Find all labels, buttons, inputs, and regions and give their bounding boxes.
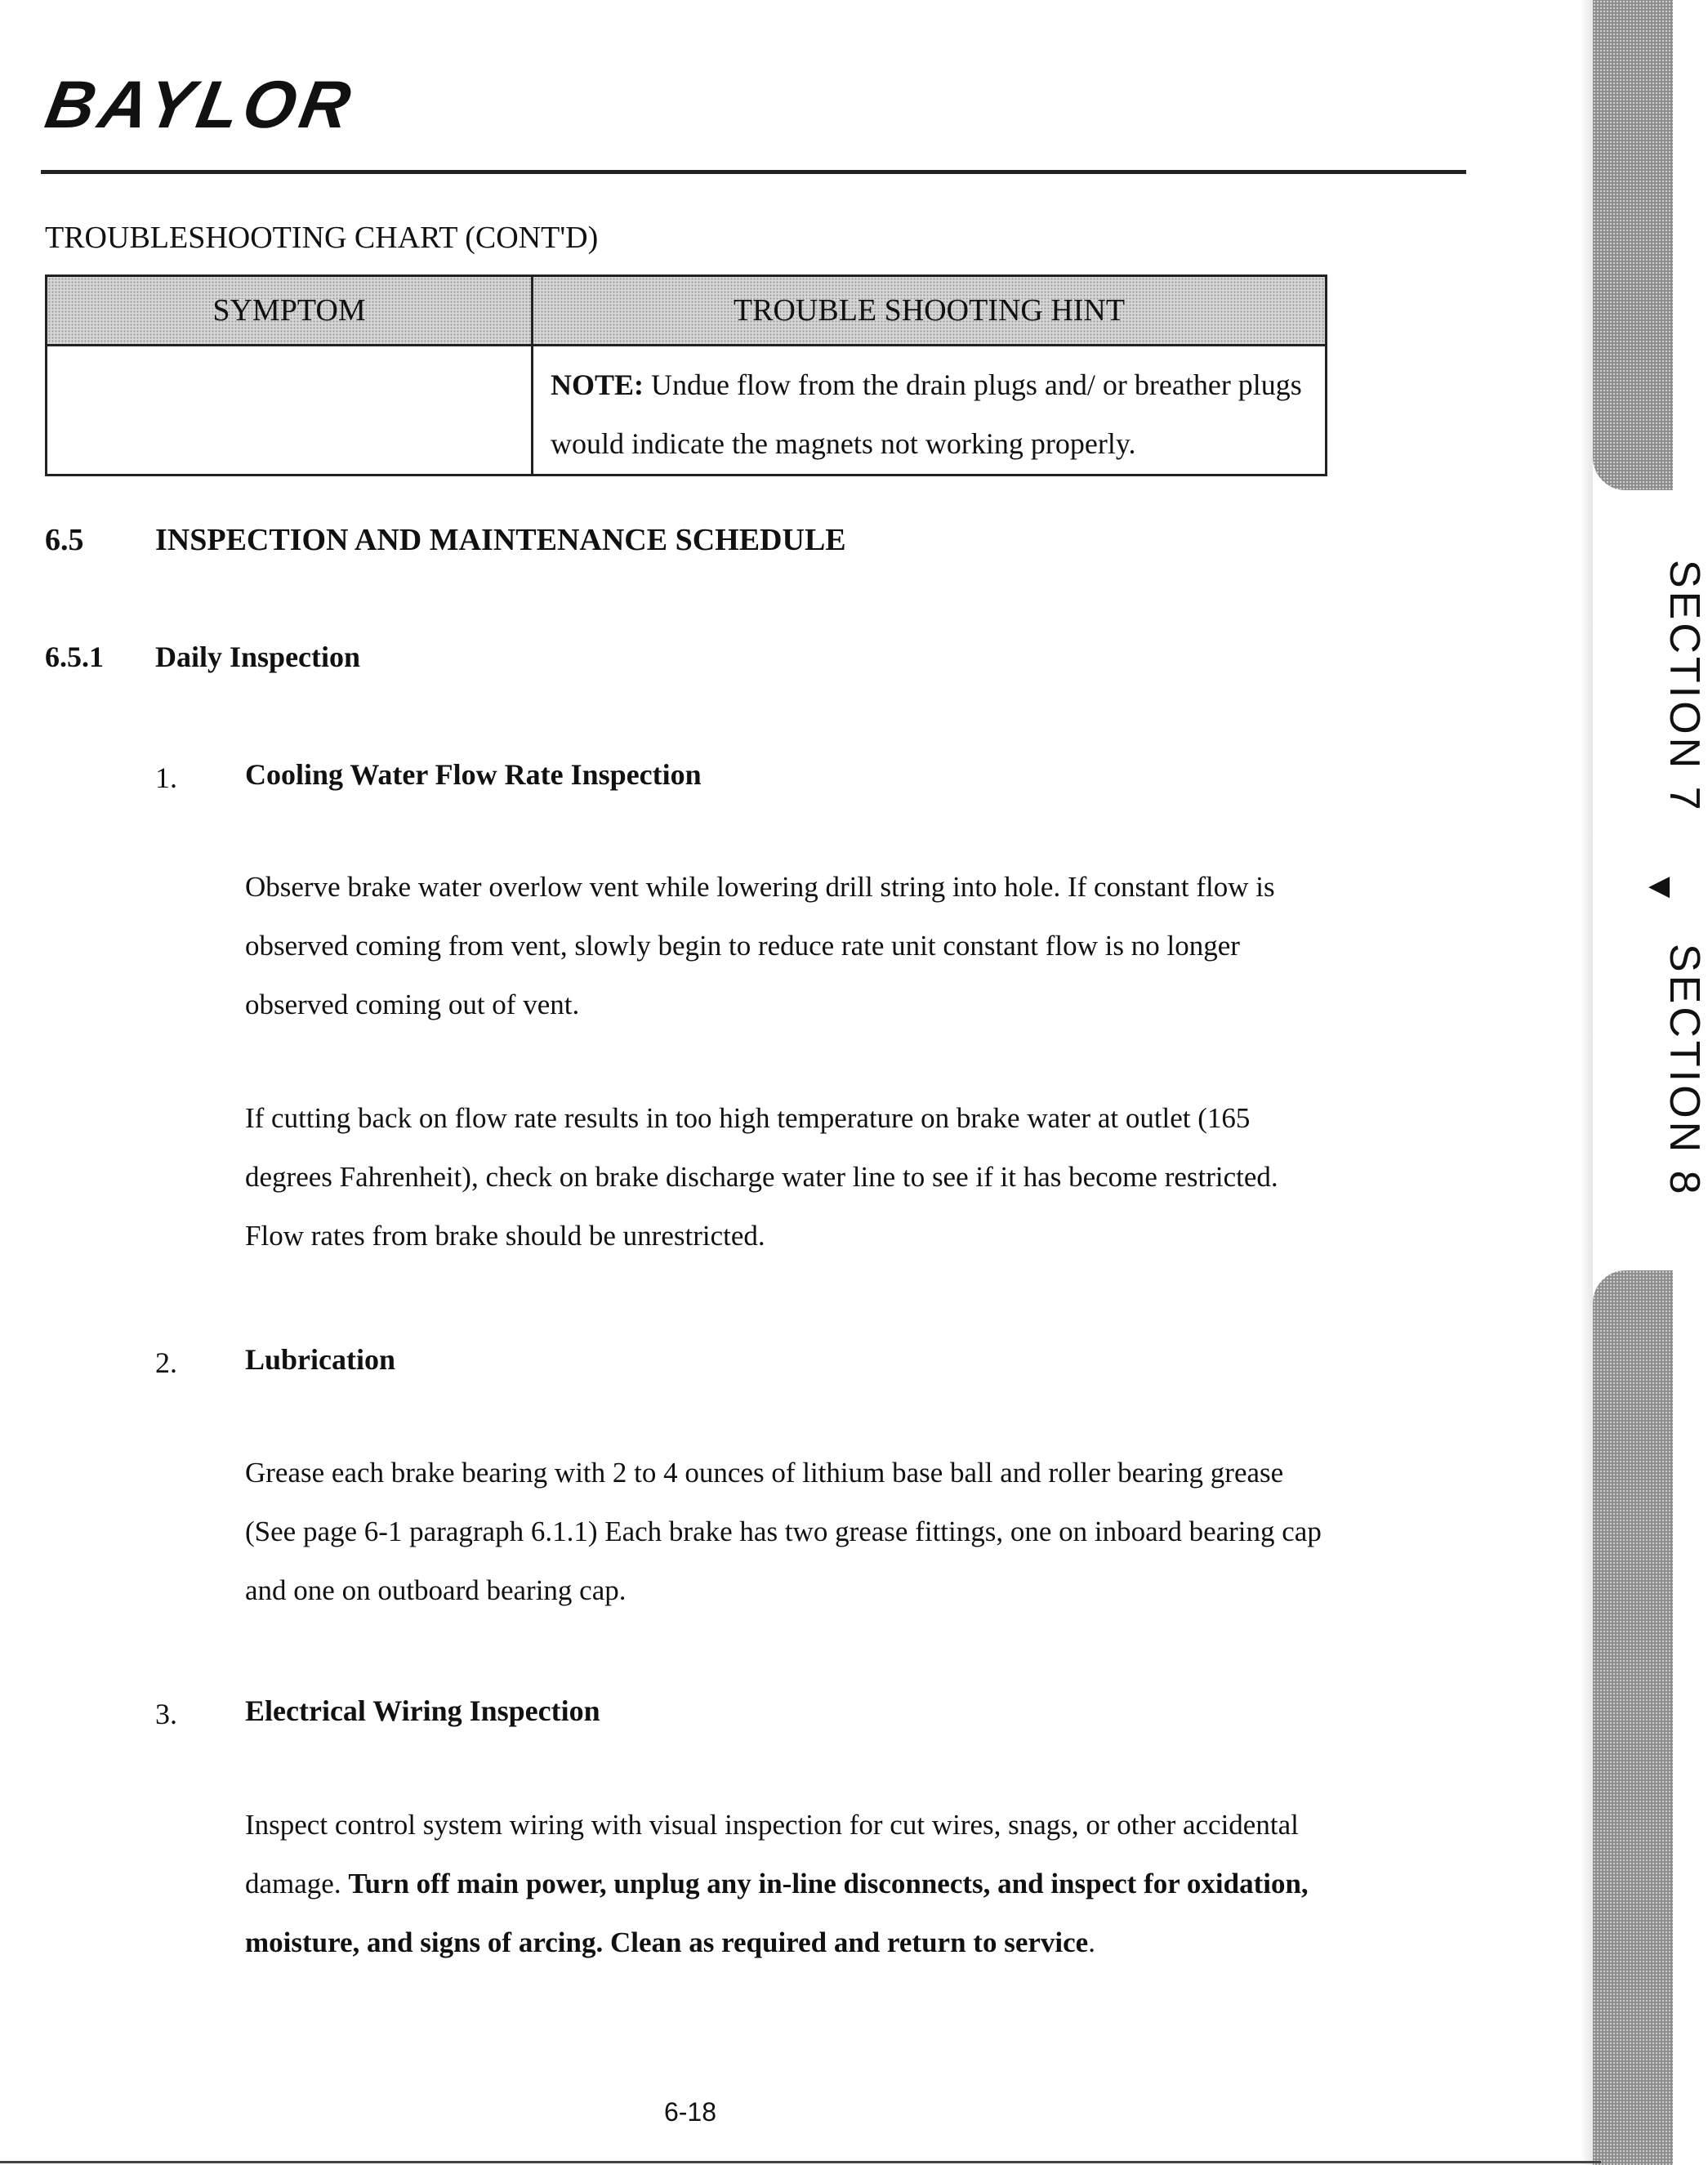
tab-arrow-icon: ◀ (1648, 871, 1670, 901)
paragraph-end: . (1088, 1926, 1095, 1958)
item-paragraph: Grease each brake bearing with 2 to 4 ounces of lithium base ball and roller bearing grease (See page 6-1 paragraph 6.1.1) Each brake has two grease fittings, one on inboard bearing cap and one on outboard bearing cap. (245, 1457, 1322, 1606)
note-body: Undue flow from the drain plugs and/ or breather plugs would indicate the magnets not working properly. (551, 368, 1302, 460)
section-number: 6.5 (45, 523, 84, 557)
tab-label-section-7: SECTION 7 (1661, 560, 1708, 814)
chart-title: TROUBLESHOOTING CHART (CONT'D) (45, 221, 599, 255)
baylor-logo: BAYLOR (40, 68, 361, 142)
symptom-cell (47, 346, 533, 475)
note-label: NOTE: (551, 368, 644, 401)
item-paragraph (245, 1796, 1340, 1972)
item-number: 2. (155, 1346, 177, 1379)
subsection-title: Daily Inspection (155, 641, 361, 673)
item-title: Lubrication (245, 1343, 396, 1376)
item-title: Electrical Wiring Inspection (245, 1694, 600, 1727)
note-text (534, 347, 1324, 473)
page-edge (1581, 0, 1593, 2165)
paragraph-plain: Inspect control system wiring with visual inspection for cut wires, snags, or other accidental damage. (245, 1809, 1299, 1899)
table-header-row (47, 276, 1327, 346)
table-row (47, 346, 1327, 475)
item-title: Cooling Water Flow Rate Inspection (245, 758, 702, 791)
subsection-number: 6.5.1 (45, 641, 104, 673)
symptom-header: SYMPTOM (47, 276, 533, 346)
section-title: INSPECTION AND MAINTENANCE SCHEDULE (155, 523, 846, 557)
section-tab-bottom (1593, 1270, 1673, 2165)
header-rule (41, 170, 1466, 174)
troubleshooting-table (45, 275, 1327, 476)
item-paragraph: Observe brake water overlow vent while lowering drill string into hole. If constant flow is observed coming from vent, slowly begin to reduce rate unit constant flow is no longer observed coming out of vent. (245, 871, 1275, 1020)
tab-label-section-8: SECTION 8 (1661, 944, 1708, 1198)
page-number: 6-18 (663, 2097, 717, 2127)
item-number: 1. (155, 761, 177, 794)
section-tab-top (1593, 0, 1673, 490)
item-number: 3. (155, 1698, 177, 1730)
item-paragraph: If cutting back on flow rate results in too high temperature on brake water at outlet (165 degrees Fahrenheit), check on brake discharge water line to see if it has become restricted. Flow rates from brake should be unrestricted. (245, 1102, 1278, 1252)
page-bottom-edge (0, 2161, 1601, 2163)
paragraph-bold: Turn off main power, unplug any in-line disconnects, and inspect for oxidation, moisture, and signs of arcing. Clean as required and return to service (245, 1868, 1309, 1958)
hint-cell (533, 346, 1327, 475)
hint-header: TROUBLE SHOOTING HINT (533, 276, 1327, 346)
